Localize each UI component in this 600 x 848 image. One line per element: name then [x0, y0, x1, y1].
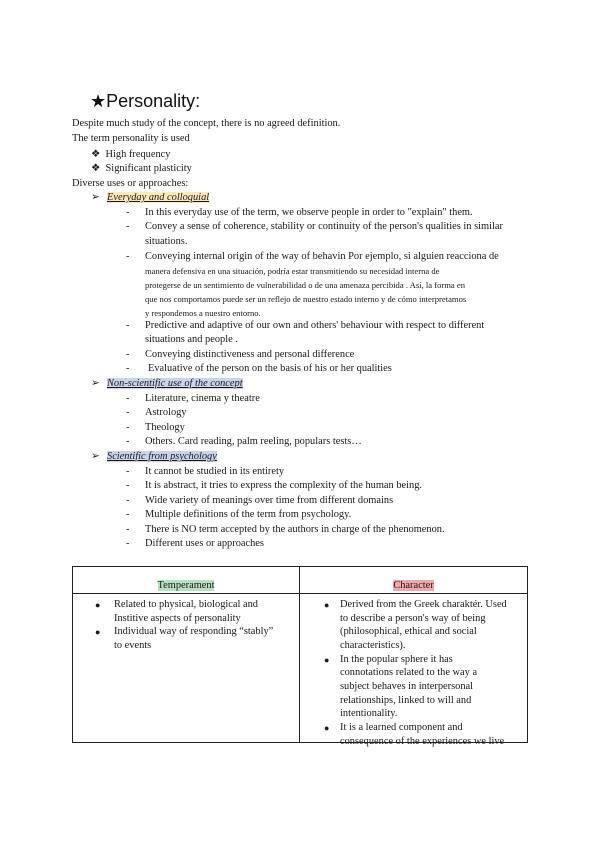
usage-item: ❖ High frequency	[91, 149, 171, 160]
list-item: Predictive and adaptive of our own and others' behaviour with respect to different	[145, 320, 485, 331]
list-item: Evaluative of the person on the basis of his or her qualities	[148, 363, 392, 374]
list-item: situations and people .	[145, 334, 238, 345]
intro-line-3: Diverse uses or approaches:	[72, 178, 189, 189]
list-item: It cannot be studied in its entirety	[145, 466, 285, 477]
table-header-temperament: Temperament	[73, 567, 300, 594]
intro-line-2: The term personality is used	[72, 133, 190, 144]
list-item: Theology	[145, 422, 185, 433]
bullet-icon: ●	[324, 723, 330, 733]
arrow-bullet-icon: ➢	[91, 192, 100, 203]
bullet-icon: ●	[95, 627, 101, 637]
list-item: -	[126, 207, 130, 218]
list-item: y respondemos a nuestro entorno.	[145, 308, 261, 318]
list-item: In this everyday use of the term, we observe people in order to "explain" them.	[145, 207, 473, 218]
table-header-character: Character	[300, 567, 528, 594]
list-item: Literature, cinema y theatre	[145, 393, 260, 404]
list-item: situations.	[145, 236, 188, 247]
list-item: Conveying distinctiveness and personal difference	[145, 349, 355, 360]
list-item: que nos comportamos puede ser un reflejo de nuestro estado interno y de cómo interpretamos	[145, 294, 467, 304]
list-item: protegerse de un sentimiento de vulnerabilidad o de una amenaza percibida . Así, la forma en	[145, 280, 465, 290]
list-item: Wide variety of meanings over time from different domains	[145, 495, 394, 506]
intro-line-1: Despite much study of the concept, there is no agreed definition.	[72, 118, 341, 129]
usage-item: ❖ Significant plasticity	[91, 163, 192, 174]
list-item: Others. Card reading, palm reeling, populars tests…	[145, 436, 362, 447]
character-cell: ● Derived from the Greek charaktér. Used to describe a person's way of being (philosophical, ethical and social characteristics). ● In the popular sphere it has connotations related to the way a subject behaves in interpersonal relationships, linked to will and intentionality. ● It is a learned component and consequence of the experiences we live	[300, 594, 528, 743]
list-item: There is NO term accepted by the authors in charge of the phenomenon.	[145, 524, 445, 535]
arrow-bullet-icon: ➢	[91, 378, 100, 389]
arrow-bullet-icon: ➢	[91, 451, 100, 462]
comparison-table	[72, 566, 528, 747]
bullet-icon: ●	[324, 600, 330, 610]
list-item: Convey a sense of coherence, stability or continuity of the person's qualities in similar	[145, 221, 503, 232]
section-heading-scientific: ➢ Scientific from psychology	[91, 450, 217, 465]
star-icon: ★	[90, 91, 107, 111]
list-item: manera defensiva en una situación, podría estar transmitiendo su necesidad interna de	[145, 266, 440, 276]
list-item: Multiple definitions of the term from psychology.	[145, 509, 352, 520]
bullet-icon: ●	[95, 600, 101, 610]
diamond-bullet-icon: ❖	[91, 149, 101, 160]
page-title: ★Personality:	[90, 91, 201, 111]
list-item: Conveying internal origin of the way of behavin Por ejemplo, si alguien reacciona de	[145, 251, 499, 262]
temperament-cell: ● Related to physical, biological and Institive aspects of personality ● Individual way of responding “stably” to events	[73, 594, 300, 743]
section-heading-non-scientific: ➢ Non-scientific use of the concept	[91, 377, 243, 392]
list-item: Different uses or approaches	[145, 538, 264, 549]
diamond-bullet-icon: ❖	[91, 163, 101, 174]
list-item: Astrology	[145, 407, 187, 418]
bullet-icon: ●	[324, 655, 330, 665]
section-heading-everyday: ➢ Everyday and colloquial	[91, 191, 209, 206]
list-item: It is abstract, it tries to express the complexity of the human being.	[145, 480, 423, 491]
